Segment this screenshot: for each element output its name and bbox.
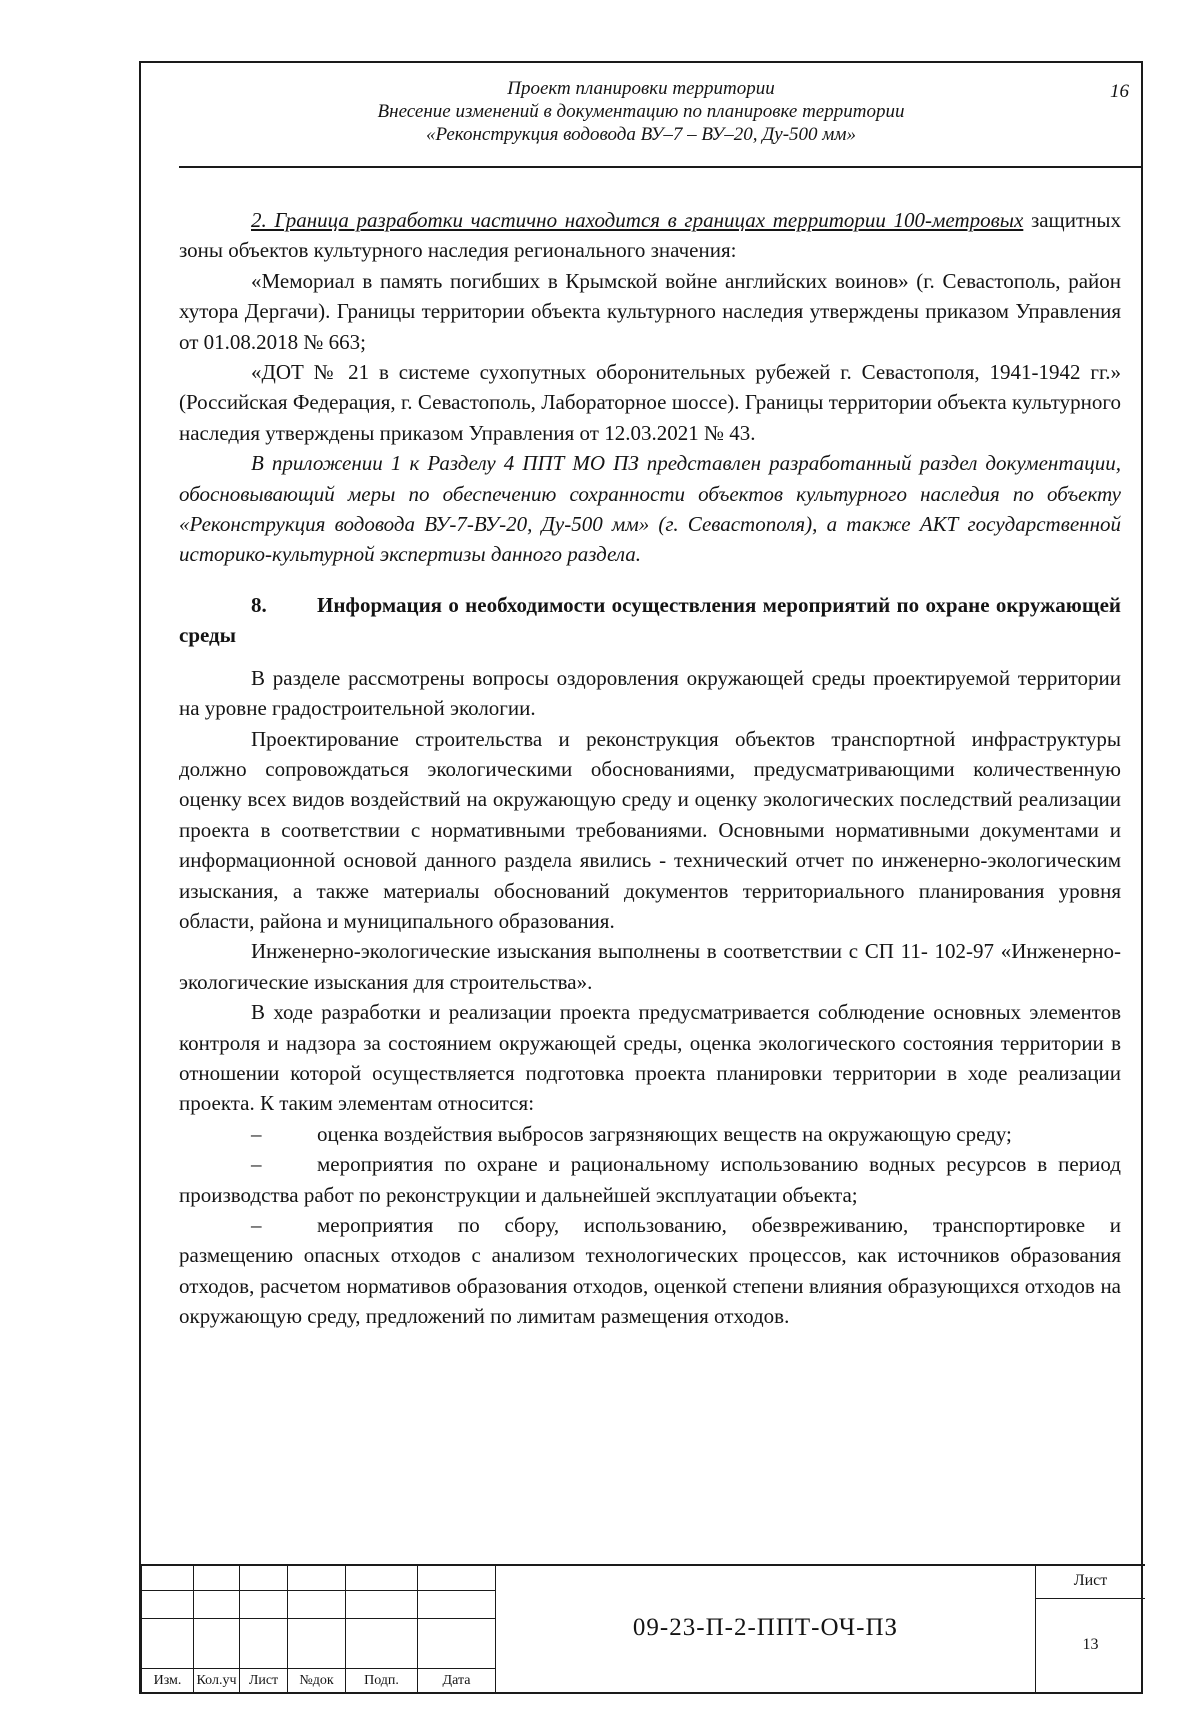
sheet-number: 13 — [1082, 1636, 1099, 1653]
col-header-signature: Подп. — [346, 1669, 418, 1693]
header-divider — [179, 166, 1141, 168]
grid-cell — [240, 1591, 288, 1619]
col-header-qty: Кол.уч — [194, 1669, 240, 1693]
grid-cell — [142, 1619, 194, 1669]
header-line-1: Проект планировки территории — [507, 78, 775, 99]
paragraph-surveys: Инженерно-экологические изыскания выполнены в соответствии с СП 11- 102-97 «Инженерно-экологические изыскания для строительства». — [179, 939, 1121, 994]
grid-cell — [346, 1565, 418, 1591]
paragraph-appendix-note: В приложении 1 к Разделу 4 ППТ МО ПЗ представлен разработанный раздел документации, обосновывающий меры по обеспечению сохранности объектов культурного наследия по объекту «Реконструкция водовода ВУ-7-ВУ-20, Ду-500 мм» (г. Севастополя), а также АКТ государственной историко-культурной экспертизы данного раздела. — [179, 451, 1121, 567]
list-item — [179, 1119, 1121, 1149]
header-line-2: Внесение изменений в документацию по планировке территории — [377, 101, 905, 122]
boundary-underlined-text: 2. Граница разработки частично находится в границах территории 100-метровых — [251, 208, 1024, 232]
list-dash: – — [251, 1213, 262, 1237]
title-block — [141, 1564, 1145, 1692]
section-number: 8. — [251, 592, 267, 617]
grid-cell — [194, 1619, 240, 1669]
grid-cell — [142, 1565, 194, 1591]
boundary-rest-text: защитных зоны объектов культурного наследия регионального значения: — [179, 208, 1121, 263]
grid-cell — [418, 1619, 496, 1669]
grid-cell — [346, 1619, 418, 1669]
list-item-text: мероприятия по сбору, использованию, обезвреживанию, транспортировке и размещению опасных отходов с анализом технологических процессов, как источников образования отходов, расчетом нормативов образования отходов, оценкой степени влияния образующихся отходов на окружающую среду, предложений по лимитам размещения отходов. — [179, 1213, 1121, 1329]
document-body — [179, 205, 1121, 1332]
paragraph-section-intro: В разделе рассмотрены вопросы оздоровления окружающей среды проектируемой территории на уровне градостроительной экологии. — [179, 665, 1121, 721]
document-code: 09-23-П-2-ППТ-ОЧ-ПЗ — [495, 1564, 1035, 1692]
document-header — [141, 77, 1141, 146]
grid-cell — [418, 1591, 496, 1619]
grid-cell — [194, 1565, 240, 1591]
col-header-sheet: Лист — [240, 1669, 288, 1693]
sheet-box — [1035, 1564, 1145, 1692]
grid-cell — [418, 1565, 496, 1591]
revision-grid — [141, 1564, 496, 1693]
page-frame — [139, 61, 1143, 1694]
grid-cell — [194, 1591, 240, 1619]
grid-cell — [288, 1591, 346, 1619]
list-item-text: мероприятия по охране и рациональному использованию водных ресурсов в период производства работ по реконструкции и дальнейшей эксплуатации объекта; — [179, 1152, 1121, 1207]
section-title: Информация о необходимости осуществления мероприятий по охране окружающей среды — [179, 592, 1121, 648]
grid-cell — [240, 1565, 288, 1591]
paragraph-control-elements: В ходе разработки и реализации проекта предусматривается соблюдение основных элементов контроля и надзора за состоянием окружающей среды, оценка экологического состояния территории в отношении которой осуществляется подготовка проекта планировки территории в ходе реализации проекта. К таким элементам относится: — [179, 1000, 1121, 1116]
paragraph-design-requirements: Проектирование строительства и реконструкция объектов транспортной инфраструктуры должно сопровождаться экологическими обоснованиями, предусматривающими количественную оценку всех видов воздействий на окружающую среду и оценку экологических последствий реализации проекта в соответствии с нормативными требованиями. Основными нормативными документами и информационной основой данного раздела явились - технический отчет по инженерно-экологическим изыскания, а также материалы обоснований документов территориального планирования уровня области, района и муниципального образования. — [179, 726, 1121, 933]
sheet-label: Лист — [1036, 1564, 1145, 1599]
col-header-doc-no: №док — [288, 1669, 346, 1693]
col-header-date: Дата — [418, 1669, 496, 1693]
col-header-revision: Изм. — [142, 1669, 194, 1693]
list-item — [179, 1149, 1121, 1210]
paragraph-memorial: «Мемориал в память погибших в Крымской войне английских воинов» (г. Севастополь, район хутора Дергачи). Границы территории объекта культурного наследия утверждены приказом Управления от 01.08.2018 № 663; — [179, 268, 1121, 354]
page-number: 16 — [1110, 81, 1129, 102]
list-item — [179, 1210, 1121, 1332]
list-item-text: оценка воздействия выбросов загрязняющих веществ на окружающую среду; — [317, 1121, 1012, 1146]
paragraph-boundary — [179, 205, 1121, 266]
header-line-3: «Реконструкция водовода ВУ–7 – ВУ–20, Ду-500 мм» — [425, 124, 857, 145]
section-heading — [179, 590, 1121, 651]
grid-cell — [240, 1619, 288, 1669]
grid-cell — [288, 1619, 346, 1669]
paragraph-dot-21: «ДОТ № 21 в системе сухопутных оборонительных рубежей г. Севастополя, 1941-1942 гг.» (Российская Федерация, г. Севастополь, Лабораторное шоссе). Границы территории объекта культурного наследия утверждены приказом Управления от 12.03.2021 № 43. — [179, 360, 1121, 445]
grid-cell — [288, 1565, 346, 1591]
grid-cell — [142, 1591, 194, 1619]
grid-cell — [346, 1591, 418, 1619]
list-dash: – — [251, 1121, 262, 1146]
list-dash: – — [251, 1152, 262, 1177]
